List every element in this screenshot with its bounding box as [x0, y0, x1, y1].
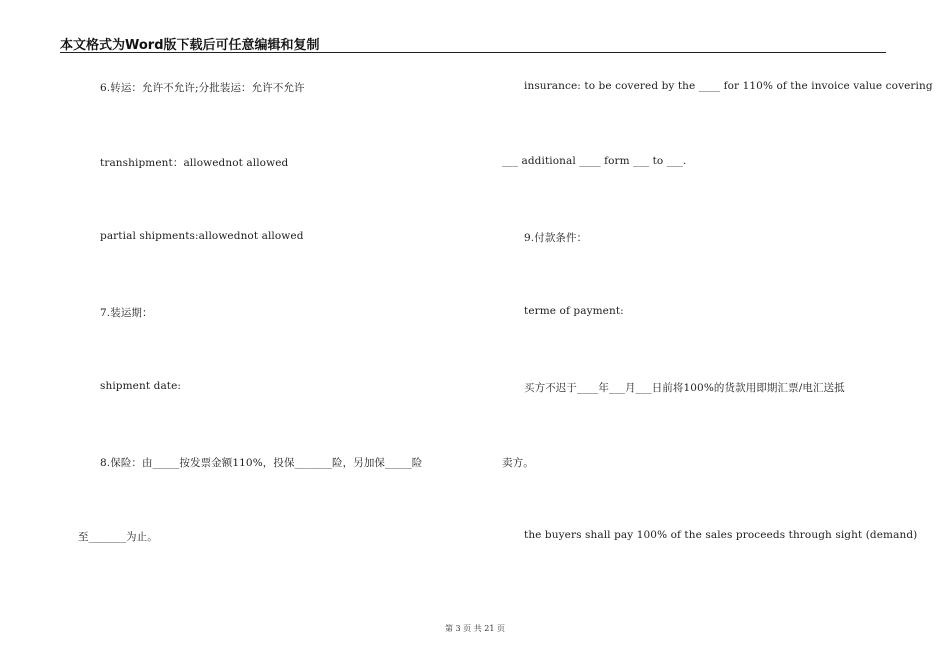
header-title: 本文格式为Word版下载后可任意编辑和复制: [60, 38, 320, 53]
right-line-payment-cn: 买方不迟于____年___月___日前将100%的货款用即期汇票/电汇送抵: [524, 382, 845, 394]
page-number: 第 3 页 共 21 页: [445, 624, 505, 633]
left-line-insurance-cn-cont: 至_______为止。: [78, 531, 158, 543]
right-line-payment-cn-cont: 卖方。: [502, 457, 534, 469]
right-line-payment-en: the buyers shall pay 100% of the sales proceeds through sight (demand): [524, 529, 918, 541]
left-line-partial-shipments: partial shipments:allowednot allowed: [100, 230, 304, 242]
right-line-insurance-en-cont: ___ additional ____ form ___ to ___.: [502, 155, 687, 167]
left-line-insurance-cn: 8.保险：由_____按发票金额110%，投保_______险，另加保_____险: [100, 457, 423, 469]
right-line-insurance-en: insurance: to be covered by the ____ for 110% of the invoice value covering: [524, 80, 933, 92]
left-line-shipment-date-en: shipment date:: [100, 380, 182, 392]
page-header: [60, 34, 886, 53]
right-line-payment-terms-cn: 9.付款条件：: [524, 232, 588, 244]
left-line-transshipment-cn: 6.转运：允许不允许;分批装运：允许不允许: [100, 82, 305, 94]
left-line-shipment-period-cn: 7.装运期：: [100, 307, 153, 319]
right-line-payment-terms-en: terme of payment:: [524, 305, 624, 317]
left-line-transshipment-en: transhipment：allowednot allowed: [100, 157, 289, 169]
